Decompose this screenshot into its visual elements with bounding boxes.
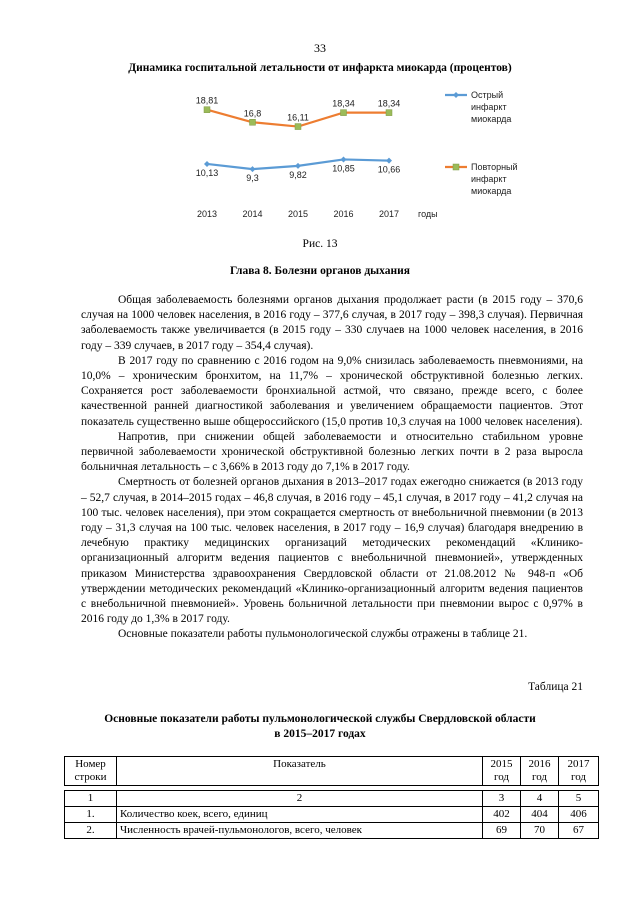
legend-label: Повторный инфаркт миокарда — [471, 162, 518, 196]
data-point — [204, 107, 210, 113]
table-cell: Численность врачей-пульмонологов, всего, человек — [117, 823, 483, 839]
data-label: 9,82 — [289, 169, 307, 180]
header-cell: 2015 год — [483, 757, 521, 786]
chapter-title: Глава 8. Болезни органов дыхания — [230, 265, 410, 277]
data-label: 18,34 — [377, 98, 401, 109]
table-title — [90, 712, 550, 742]
legend-marker — [453, 92, 459, 98]
legend-label: Острый инфаркт миокарда — [471, 90, 512, 124]
table-cell: 70 — [521, 823, 559, 839]
table-label: Таблица 21 — [528, 681, 583, 693]
table-cell: 402 — [483, 807, 521, 823]
table-title-line: в 2015–2017 годах — [274, 728, 366, 740]
data-label: 16,11 — [287, 112, 309, 123]
figure-caption: Рис. 13 — [302, 238, 338, 250]
x-tick-label: 2014 — [242, 209, 263, 219]
page-number: 33 — [314, 41, 326, 55]
data-point — [386, 158, 392, 164]
data-point — [204, 161, 210, 167]
table-title-line: Основные показатели работы пульмонологической службы Свердловской области — [104, 713, 536, 725]
header-cell: 2016 год — [521, 757, 559, 786]
table-cell: 404 — [521, 807, 559, 823]
numbering-cell: 3 — [483, 791, 521, 807]
line-chart — [150, 76, 550, 226]
data-point — [250, 166, 256, 172]
data-point — [341, 156, 347, 162]
paragraph: Основные показатели работы пульмонологической службы отражены в таблице 21. — [118, 628, 528, 641]
data-label: 16,8 — [243, 108, 262, 119]
data-table — [64, 756, 599, 839]
paragraph: Общая заболеваемость болезнями органов дыхания продолжает расти (в 2015 году – 370,6 случая на 1000 человек населения, в 2016 году – 377,6 случая, в 2017 году – 398,3 случая). Первичная заболеваемость также увеличивается (в 2015 году – 330 случаев на 1000 человек населения, в 2016 году – 339 случаев, в 2017 году – 354,4 случая). — [81, 294, 583, 352]
numbering-cell: 1 — [65, 791, 117, 807]
table-cell: 1. — [65, 807, 117, 823]
data-point — [386, 110, 392, 116]
numbering-cell: 2 — [117, 791, 483, 807]
data-point — [250, 119, 256, 125]
chart-title: Динамика госпитальной летальности от инфаркта миокарда (процентов) — [128, 62, 512, 74]
data-point — [295, 163, 301, 169]
paragraph: В 2017 году по сравнению с 2016 годом на 9,0% снизилась заболеваемость пневмониями, на 10,0% – хроническим бронхитом, на 11,7% – хронической обструктивной болезнью легких. Сохраняется рост заболеваемости бронхиальной астмой, что связано, прежде всего, с более качественной ранней диагностикой заболевания и увеличением обращаемости пациентов. Этот показатель существенно выше общероссийского (15,0 против 10,3 случая на 1000 человек населения). — [81, 354, 583, 428]
header-cell: Показатель — [117, 757, 483, 786]
numbering-cell: 4 — [521, 791, 559, 807]
data-label: 9,3 — [246, 173, 259, 184]
data-label: 18,34 — [332, 98, 355, 109]
table-row — [65, 807, 599, 823]
table-cell: 69 — [483, 823, 521, 839]
header-cell: Номер строки — [65, 757, 117, 786]
paragraph: Смертность от болезней органов дыхания в 2013–2017 годах ежегодно снижается (в 2013 году – 52,7 случая, в 2014–2015 годах – 46,8 случая, в 2016 году – 45,1 случая, в 2017 году – 41,2 случая на 100 тыс. человек населения), при этом сокращается смертность от внебольничной пневмонии (в 2013 году – 31,3 случая на 100 тыс. человек населения, в 2017 году – 16,9 случая) благодаря внедрению в лечебную практику медицинских организаций методических рекомендаций «Клинико-организационный алгоритм ведения пациентов с внебольничной пневмонией», утвержденных приказом Министерства здравоохранения Свердловской области от 21.08.2012 № 948-п «Об утверждении методических рекомендаций «Клинико-организационный алгоритм ведения пациентов с внебольничной пневмонией». Уровень больничной летальности при пневмонии вырос с 0,97% в 2016 году до 1,3% в 2017 году. — [81, 476, 583, 626]
table-cell: Количество коек, всего, единиц — [117, 807, 483, 823]
x-tick-label: 2016 — [333, 209, 354, 219]
data-label: 10,66 — [377, 164, 401, 175]
body-text — [81, 293, 583, 643]
table-row — [65, 823, 599, 839]
x-tick-label: 2013 — [196, 209, 218, 219]
numbering-cell: 5 — [559, 791, 599, 807]
x-tick-label: 2015 — [287, 209, 309, 219]
paragraph: Напротив, при снижении общей заболеваемости и относительно стабильном уровне первичной заболеваемости хронической обструктивной болезнью легких почти в 2 раза выросла больничная летальность – с 3,66% в 2013 году до 7,1% в 2017 году. — [81, 430, 583, 474]
table-cell: 2. — [65, 823, 117, 839]
data-label: 10,85 — [332, 163, 355, 174]
data-label: 18,81 — [195, 95, 219, 106]
table-numbering-row — [65, 791, 599, 807]
table-header-row — [65, 757, 599, 786]
legend-marker — [453, 164, 459, 170]
data-point — [295, 124, 301, 130]
data-label: 10,13 — [195, 167, 219, 178]
table-cell: 406 — [559, 807, 599, 823]
header-cell: 2017 год — [559, 757, 599, 786]
x-axis-suffix: годы — [418, 209, 438, 219]
x-tick-label: 2017 — [378, 209, 400, 219]
data-point — [341, 110, 347, 116]
table-cell: 67 — [559, 823, 599, 839]
